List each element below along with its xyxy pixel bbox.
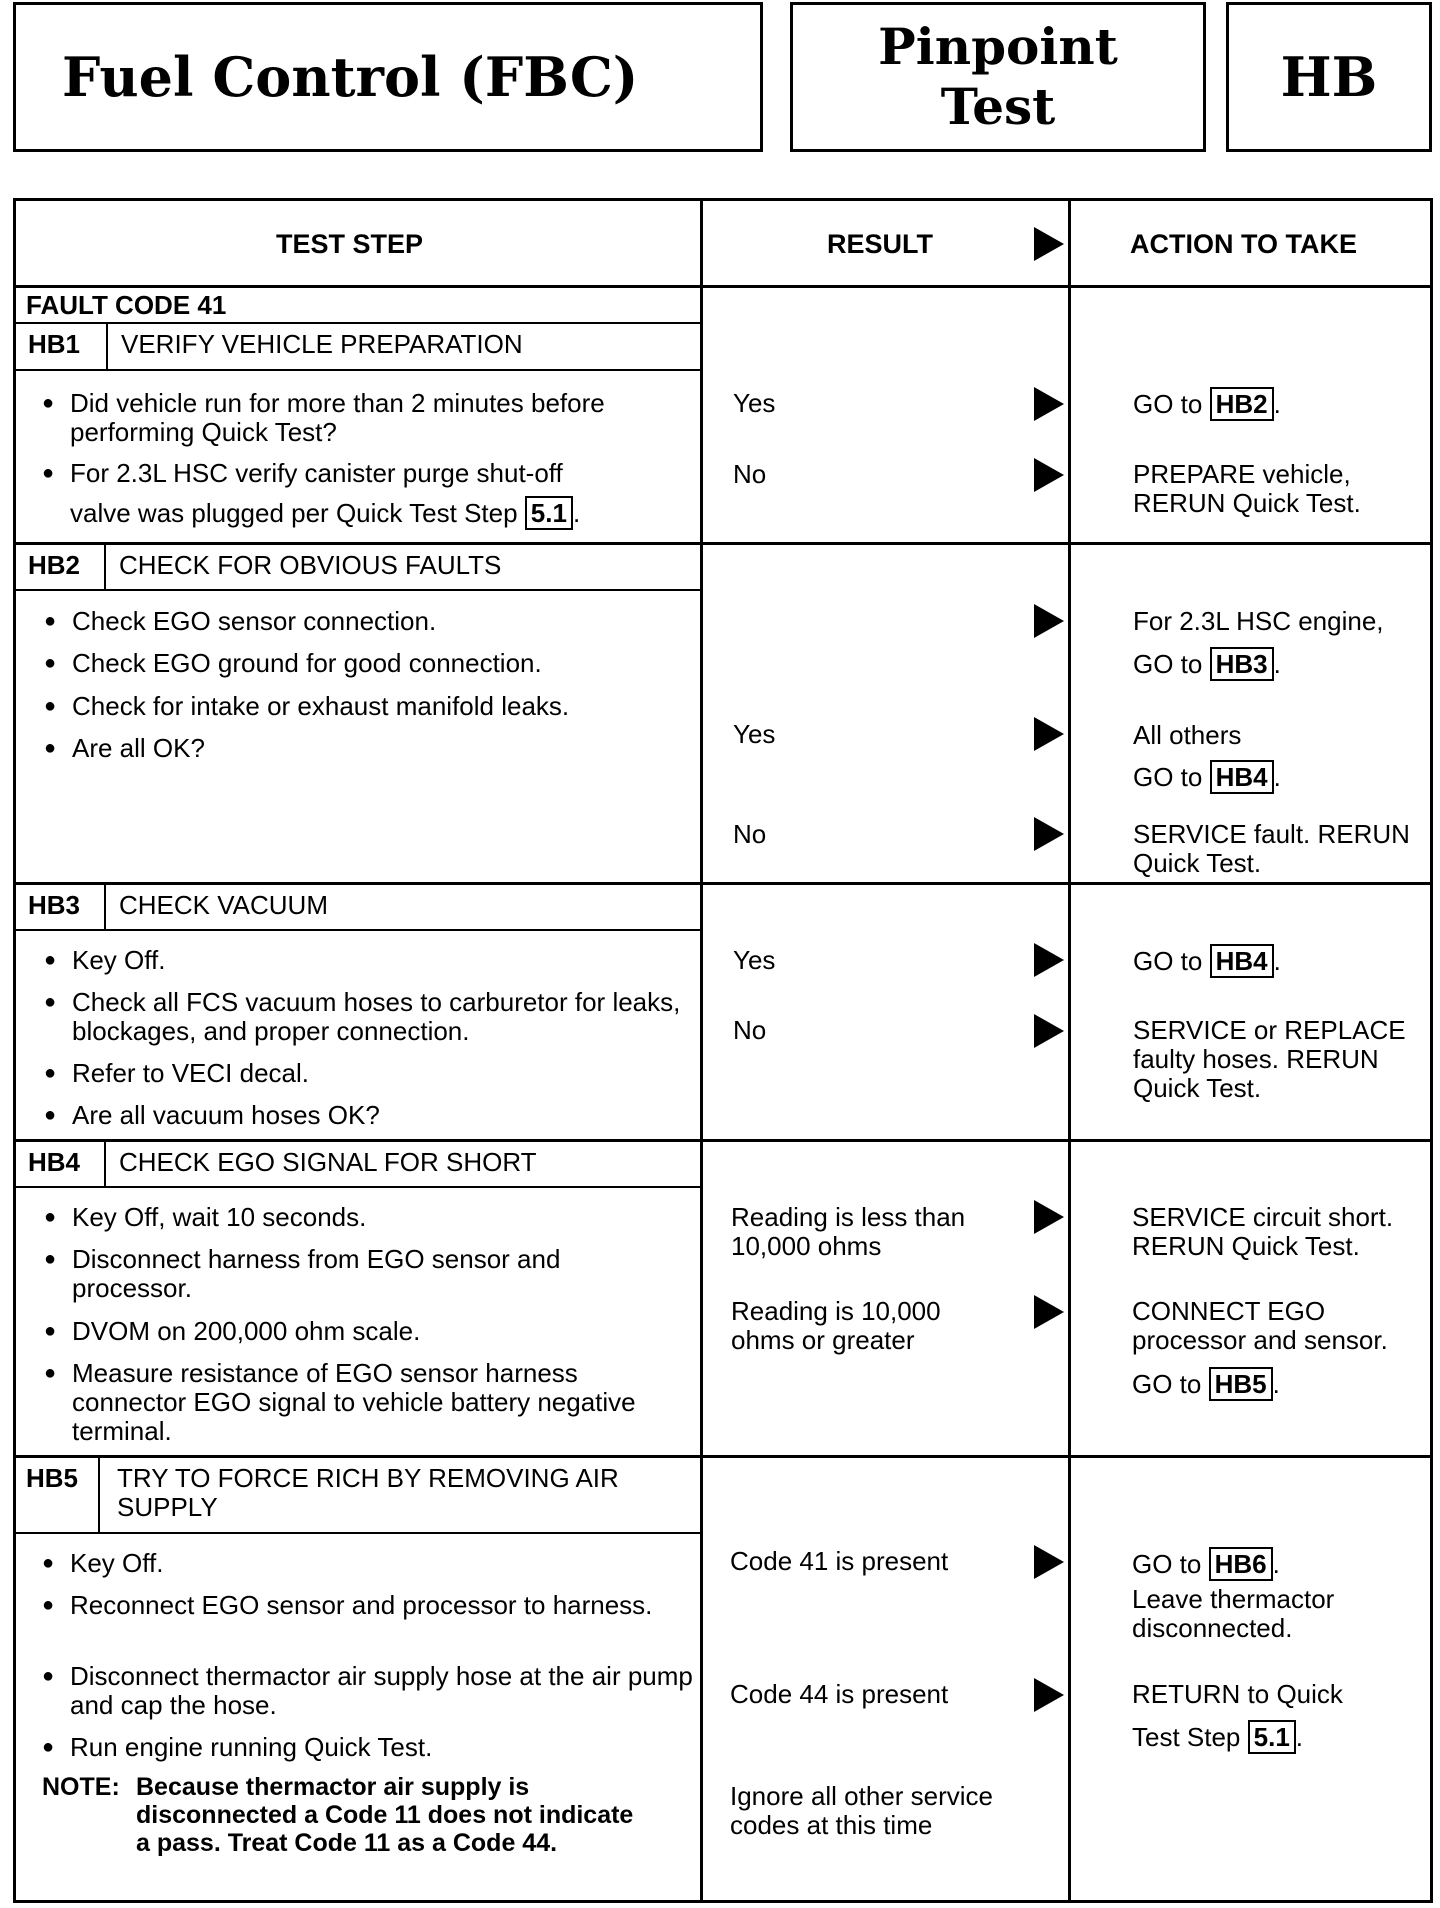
hb1-action-yes: GO to HB2 . (1133, 389, 1281, 419)
hb5-result-1: Code 41 is present (730, 1546, 949, 1576)
arrow-icon (1034, 1545, 1064, 1579)
hb5-action-1-text: Leave thermactor disconnected. (1132, 1584, 1335, 1643)
step-ref-box: 5.1 (525, 496, 573, 530)
row-divider (16, 1139, 1430, 1142)
step-id-hb3: HB3 (28, 890, 81, 920)
test-code-text: HB (1280, 45, 1378, 109)
hb5-bullet: ● Run engine running Quick Test. (40, 1733, 432, 1762)
hb2-bullet: ● Check EGO ground for good connection. (42, 649, 542, 678)
arrow-icon (1034, 1200, 1064, 1234)
step-ref-box: HB4 (1210, 944, 1274, 978)
step-ref-box: HB5 (1209, 1367, 1273, 1401)
step-title-hb4: CHECK EGO SIGNAL FOR SHORT (119, 1147, 537, 1177)
pinpoint-line: Pinpoint (878, 17, 1118, 76)
go-to-text: GO to (1132, 1549, 1202, 1579)
divider (16, 1186, 700, 1188)
divider (16, 1532, 700, 1534)
divider (16, 589, 700, 591)
divider (16, 322, 700, 324)
hb3-bullet: ● Are all vacuum hoses OK? (42, 1101, 380, 1130)
hb4-bullet: ● Key Off, wait 10 seconds. (42, 1203, 366, 1232)
arrow-icon (1034, 387, 1064, 421)
hb3-bullet: ● Key Off. (42, 946, 165, 975)
column-header-result: RESULT (827, 229, 933, 259)
hb4-action-2: CONNECT EGO processor and sensor. (1132, 1296, 1388, 1355)
go-to-text: GO to (1132, 1369, 1202, 1399)
arrow-icon (1034, 1014, 1064, 1048)
hb5-result-3: Ignore all other service codes at this time (730, 1781, 994, 1840)
hb1-result-no: No (733, 459, 767, 489)
column-header-action: ACTION TO TAKE (1130, 229, 1357, 259)
arrow-icon (1034, 817, 1064, 851)
go-to-text: GO to (1133, 389, 1203, 419)
hb3-action-no: SERVICE or REPLACE faulty hoses. RERUN Quick Test. (1133, 1015, 1406, 1103)
hb3-result-no: No (733, 1015, 767, 1045)
divider (98, 1455, 100, 1533)
divider (104, 1139, 106, 1187)
arrow-icon (1034, 717, 1064, 751)
test-table (13, 198, 1433, 1903)
test-line: Test (940, 77, 1056, 136)
fault-code-label: FAULT CODE 41 (26, 290, 227, 320)
hb2-action-a-goto: GO to HB3 . (1133, 649, 1281, 679)
step-title-hb1: VERIFY VEHICLE PREPARATION (121, 329, 523, 359)
hb3-action-yes: GO to HB4 . (1133, 946, 1281, 976)
arrow-icon (1034, 1295, 1064, 1329)
hb4-bullet: ● Measure resistance of EGO sensor harness connector EGO signal to vehicle battery negative terminal. (42, 1359, 682, 1446)
go-to-text: GO to (1133, 946, 1203, 976)
test-code-label (1226, 2, 1432, 152)
row-divider (16, 1455, 1430, 1458)
hb2-bullet: ● Are all OK? (42, 734, 205, 763)
arrow-icon (1034, 1678, 1064, 1712)
hb5-action-1-goto: GO to HB6 . (1132, 1549, 1280, 1579)
hb5-action-2-b-text: Test Step (1132, 1722, 1241, 1752)
hb5-bullet: ● Reconnect EGO sensor and processor to harness. (40, 1591, 670, 1620)
step-title-hb2: CHECK FOR OBVIOUS FAULTS (119, 550, 502, 580)
page-title (13, 2, 763, 152)
hb1-bullet-cont: valve was plugged per Quick Test Step 5.1 . (70, 498, 581, 528)
hb2-bullet: ● Check EGO sensor connection. (42, 607, 436, 636)
arrow-icon (1034, 227, 1064, 261)
divider (16, 929, 700, 931)
step-title-hb3: CHECK VACUUM (119, 890, 328, 920)
hb5-action-2-a: RETURN to Quick (1132, 1679, 1343, 1709)
hb1-bullet-text-a: For 2.3L HSC verify canister purge shut-off (70, 458, 563, 488)
step-id-hb4: HB4 (28, 1147, 81, 1177)
step-title-hb5: TRY TO FORCE RICH BY REMOVING AIR SUPPLY (117, 1463, 619, 1522)
divider (16, 369, 700, 371)
hb2-action-a: For 2.3L HSC engine, (1133, 606, 1384, 636)
step-ref-box: HB6 (1209, 1547, 1273, 1581)
page-title-text: Fuel Control (FBC) (62, 45, 639, 109)
hb4-bullet: ● DVOM on 200,000 ohm scale. (42, 1317, 420, 1346)
pinpoint-test-label (790, 2, 1206, 152)
hb5-bullet: ● Disconnect thermactor air supply hose at the air pump and cap the hose. (40, 1662, 710, 1720)
go-to-text: GO to (1133, 649, 1203, 679)
hb5-action-2-b: Test Step 5.1 . (1132, 1722, 1304, 1752)
step-id-hb2: HB2 (28, 550, 81, 580)
row-divider (16, 882, 1430, 885)
step-ref-box: 5.1 (1248, 1720, 1296, 1754)
hb5-bullet: ● Key Off. (40, 1549, 163, 1578)
arrow-icon (1034, 458, 1064, 492)
hb4-action-1: SERVICE circuit short. RERUN Quick Test. (1132, 1202, 1394, 1261)
row-divider (16, 542, 1430, 545)
note-text: Because thermactor air supply is disconnected a Code 11 does not indicate a pass. Treat Code 11 as a Code 44. (136, 1773, 634, 1857)
column-divider (1068, 201, 1071, 1900)
hb3-result-yes: Yes (733, 945, 776, 975)
hb4-result-1: Reading is less than 10,000 ohms (731, 1202, 966, 1261)
step-id-hb1: HB1 (28, 329, 81, 359)
hb1-bullet: ● Did vehicle run for more than 2 minutes before performing Quick Test? (40, 389, 690, 447)
hb1-result-yes: Yes (733, 388, 776, 418)
hb2-result-no: No (733, 819, 767, 849)
step-ref-box: HB4 (1210, 760, 1274, 794)
hb2-action-b: All others (1133, 720, 1242, 750)
hb2-action-b-goto: GO to HB4 . (1133, 762, 1281, 792)
step-id-hb5: HB5 (26, 1463, 79, 1493)
go-to-text: GO to (1133, 762, 1203, 792)
divider (106, 322, 108, 370)
hb1-action-no: PREPARE vehicle, RERUN Quick Test. (1133, 459, 1361, 518)
hb5-result-2: Code 44 is present (730, 1679, 949, 1709)
hb2-action-no: SERVICE fault. RERUN Quick Test. (1133, 819, 1410, 878)
hb1-bullet-text-b: valve was plugged per Quick Test Step (70, 498, 518, 528)
column-divider (700, 201, 703, 1900)
hb2-result-yes: Yes (733, 719, 776, 749)
divider (104, 542, 106, 590)
divider (104, 882, 106, 930)
arrow-icon (1034, 943, 1064, 977)
hb4-bullet: ● Disconnect harness from EGO sensor and processor. (42, 1245, 672, 1303)
column-header-test-step: TEST STEP (276, 229, 424, 259)
step-ref-box: HB3 (1210, 647, 1274, 681)
hb3-bullet: ● Refer to VECI decal. (42, 1059, 309, 1088)
header-divider (16, 285, 1430, 288)
hb2-bullet: ● Check for intake or exhaust manifold leaks. (42, 692, 569, 721)
hb1-bullet (40, 459, 690, 488)
step-ref-box: HB2 (1210, 387, 1274, 421)
hb4-action-2-goto: GO to HB5 . (1132, 1369, 1280, 1399)
note-label: NOTE: (42, 1773, 120, 1801)
hb4-result-2: Reading is 10,000 ohms or greater (731, 1296, 941, 1355)
hb3-bullet: ● Check all FCS vacuum hoses to carburetor for leaks, blockages, and proper connection. (42, 988, 692, 1046)
arrow-icon (1034, 604, 1064, 638)
